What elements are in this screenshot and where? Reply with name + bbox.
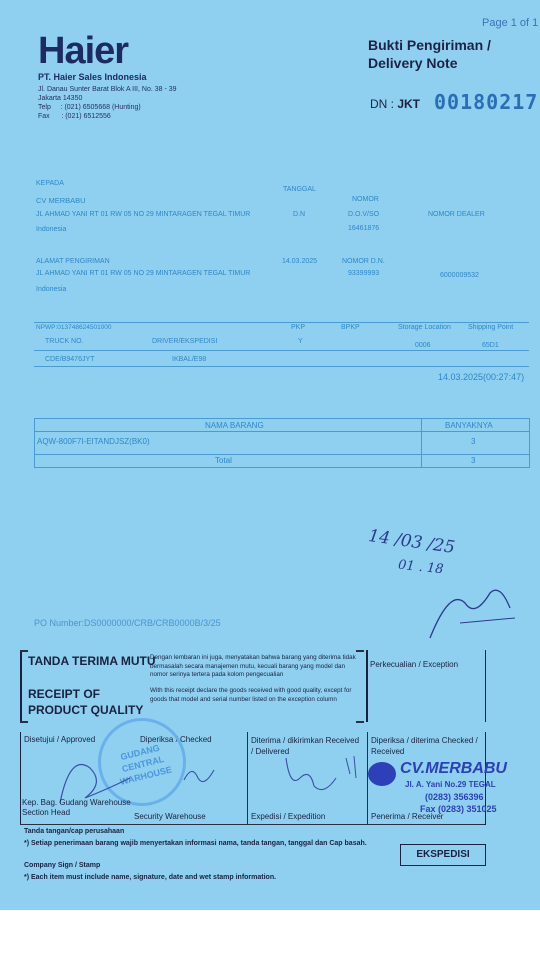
copy-label-box: EKSPEDISI [400,844,486,866]
checked-label: Diperiksa / Checked [140,735,212,744]
receipt-desc-id: Dengan lembaran ini juga, menyatakan bahwa barang yang diterima tidak bermasalah secara manajemen mutu, kecuali barang yang model dan nomor serinya tertera pada kolom pengecualian [150,654,356,678]
receipt-corner-tl [20,650,28,652]
receipt-corner-tr [356,650,364,652]
col-nama-barang: NAMA BARANG [205,421,264,430]
npwp: NPWP:013748624501000 [36,324,112,331]
recipient-country: Indonesia [36,226,67,233]
driver-label: DRIVER/EKSPEDISI [152,338,218,345]
receipt-desc-en: With this receipt declare the goods received with good quality, except for goods that model and serial number listed on the exception column [150,687,352,703]
shipping-point-value: 65D1 [482,342,499,349]
total-label: Total [215,456,232,465]
footer-line4: *) Each item must include name, signature, date and wet stamp information. [24,874,277,881]
warehouse-head-label: Kep. Bag. Gudang Warehouse Section Head [22,798,131,817]
bpkp-label: BPKP [341,324,360,331]
pkp-value: Y [298,338,303,345]
pkp-label: PKP [291,324,306,331]
items-total-rule [35,454,529,455]
tanggal-label: TANGGAL [283,186,316,193]
items-header-rule [35,431,529,432]
security-label: Security Warehouse [134,812,206,821]
transport-rule-top [34,322,529,323]
merbabu-stamp-phone: (0283) 356396 [425,792,484,802]
recipient-name: CV MERBABU [36,196,86,205]
storage-value: 0006 [415,342,431,349]
merbabu-stamp-logo [368,762,396,786]
exception-label: Perkecualian / Exception [370,660,459,669]
dn-code: JKT [397,97,421,111]
checker-signature [180,760,220,790]
shipping-point-label: Shipping Point [468,324,514,331]
driver-value: IKBAL/E98 [172,356,207,363]
dealer-number: 6000009532 [440,272,479,279]
receipt-corner-bl [20,721,28,723]
warehouse-stamp-text: GUDANG CENTRAL WARHOUSE [118,742,173,787]
receipt-title-en: RECEIPT OF PRODUCT QUALITY [28,687,144,717]
shipping-country: Indonesia [36,286,67,293]
dn-number: 00180217 [434,90,539,114]
kepada-label: KEPADA [36,180,64,187]
tanggal-value: D.N [293,211,306,218]
item-qty: 3 [471,437,476,446]
transport-rule-bottom [34,366,529,367]
col-banyaknya: BANYAKNYA [445,421,493,430]
po-number: PO Number:DS0000000/CRB/CRB0000B/3/25 [34,618,221,628]
company-name: PT. Haier Sales Indonesia [38,72,147,82]
items-table [34,418,530,468]
nomor-label: NOMOR [352,196,379,203]
total-qty: 3 [471,456,476,465]
expedition-label: Expedisi / Expedition [251,812,326,821]
nomor-dn-label: NOMOR D.N. [342,258,385,265]
dn-label [370,97,420,111]
sig-divider-1 [247,732,248,824]
nomor-dn-value: 93399993 [348,270,380,277]
received-label: Diperiksa / diterima Checked / Received [371,736,478,756]
alamat-pengiriman-label: ALAMAT PENGIRIMAN [36,258,110,265]
handwritten-time: 01 . 18 [397,557,445,578]
company-address: Jl. Danau Sunter Barat Blok A III, No. 38 - 39 Jakarta 14350 Telp : (021) 6505668 (Hunting) Fax : (021) 6512556 [38,86,177,120]
signature-grid-bottom [20,824,484,825]
footer-line2: *) Setiap penerimaan barang wajib menyertakan informasi nama, tanda tangan, tanggal dan Cap basah. [24,840,367,847]
delivered-label: Diterima / dikirimkan Received / Delivered [251,736,360,756]
haier-logo: Haier [38,30,129,72]
shipping-address: JL AHMAD YANI RT 01 RW 05 NO 29 MINTARAGEN TEGAL TIMUR [36,270,251,277]
transport-rule-mid [34,350,529,351]
merbabu-stamp-fax: Fax (0283) 351025 [420,804,497,814]
page-indicator: Page 1 of 1 [482,17,539,29]
document-title: Bukti Pengiriman / Delivery Note [368,37,491,71]
storage-label: Storage Location [398,324,451,331]
receiver-label: Penerima / Receiver [371,812,444,821]
nomor-sub-label: D.O.V/SO [348,211,380,218]
footer-line3: Company Sign / Stamp [24,862,101,869]
handwritten-signature-top [420,578,520,648]
approved-label: Disetujui / Approved [24,735,96,744]
receipt-title-id: TANDA TERIMA MUTU [28,654,156,668]
shipping-date: 14.03.2025 [282,258,318,265]
merbabu-stamp-address: Jl. A. Yani No.29 TEGAL [405,780,496,789]
nomor-value: 16461876 [348,225,380,232]
truck-label: TRUCK NO. [45,338,84,345]
dn-label-text: DN : [370,97,394,111]
item-name: AQW-800F7I-EITANDJSZ(BK0) [37,437,150,446]
handwritten-date: 14 /03 /25 [367,526,457,558]
expedition-signature [280,748,366,798]
truck-value: CDE/B9476JYT [45,356,95,363]
footer-line1: Tanda tangan/cap perusahaan [24,828,125,835]
items-col-divider [421,419,422,467]
merbabu-stamp-name: CV.MERBABU [400,760,507,777]
nomor-dealer-label: NOMOR DEALER [428,211,485,218]
receipt-corner-br [356,721,364,723]
recipient-address: JL AHMAD YANI RT 01 RW 05 NO 29 MINTARAGEN TEGAL TIMUR [36,211,251,218]
print-timestamp: 14.03.2025(00:27:47) [438,372,525,382]
